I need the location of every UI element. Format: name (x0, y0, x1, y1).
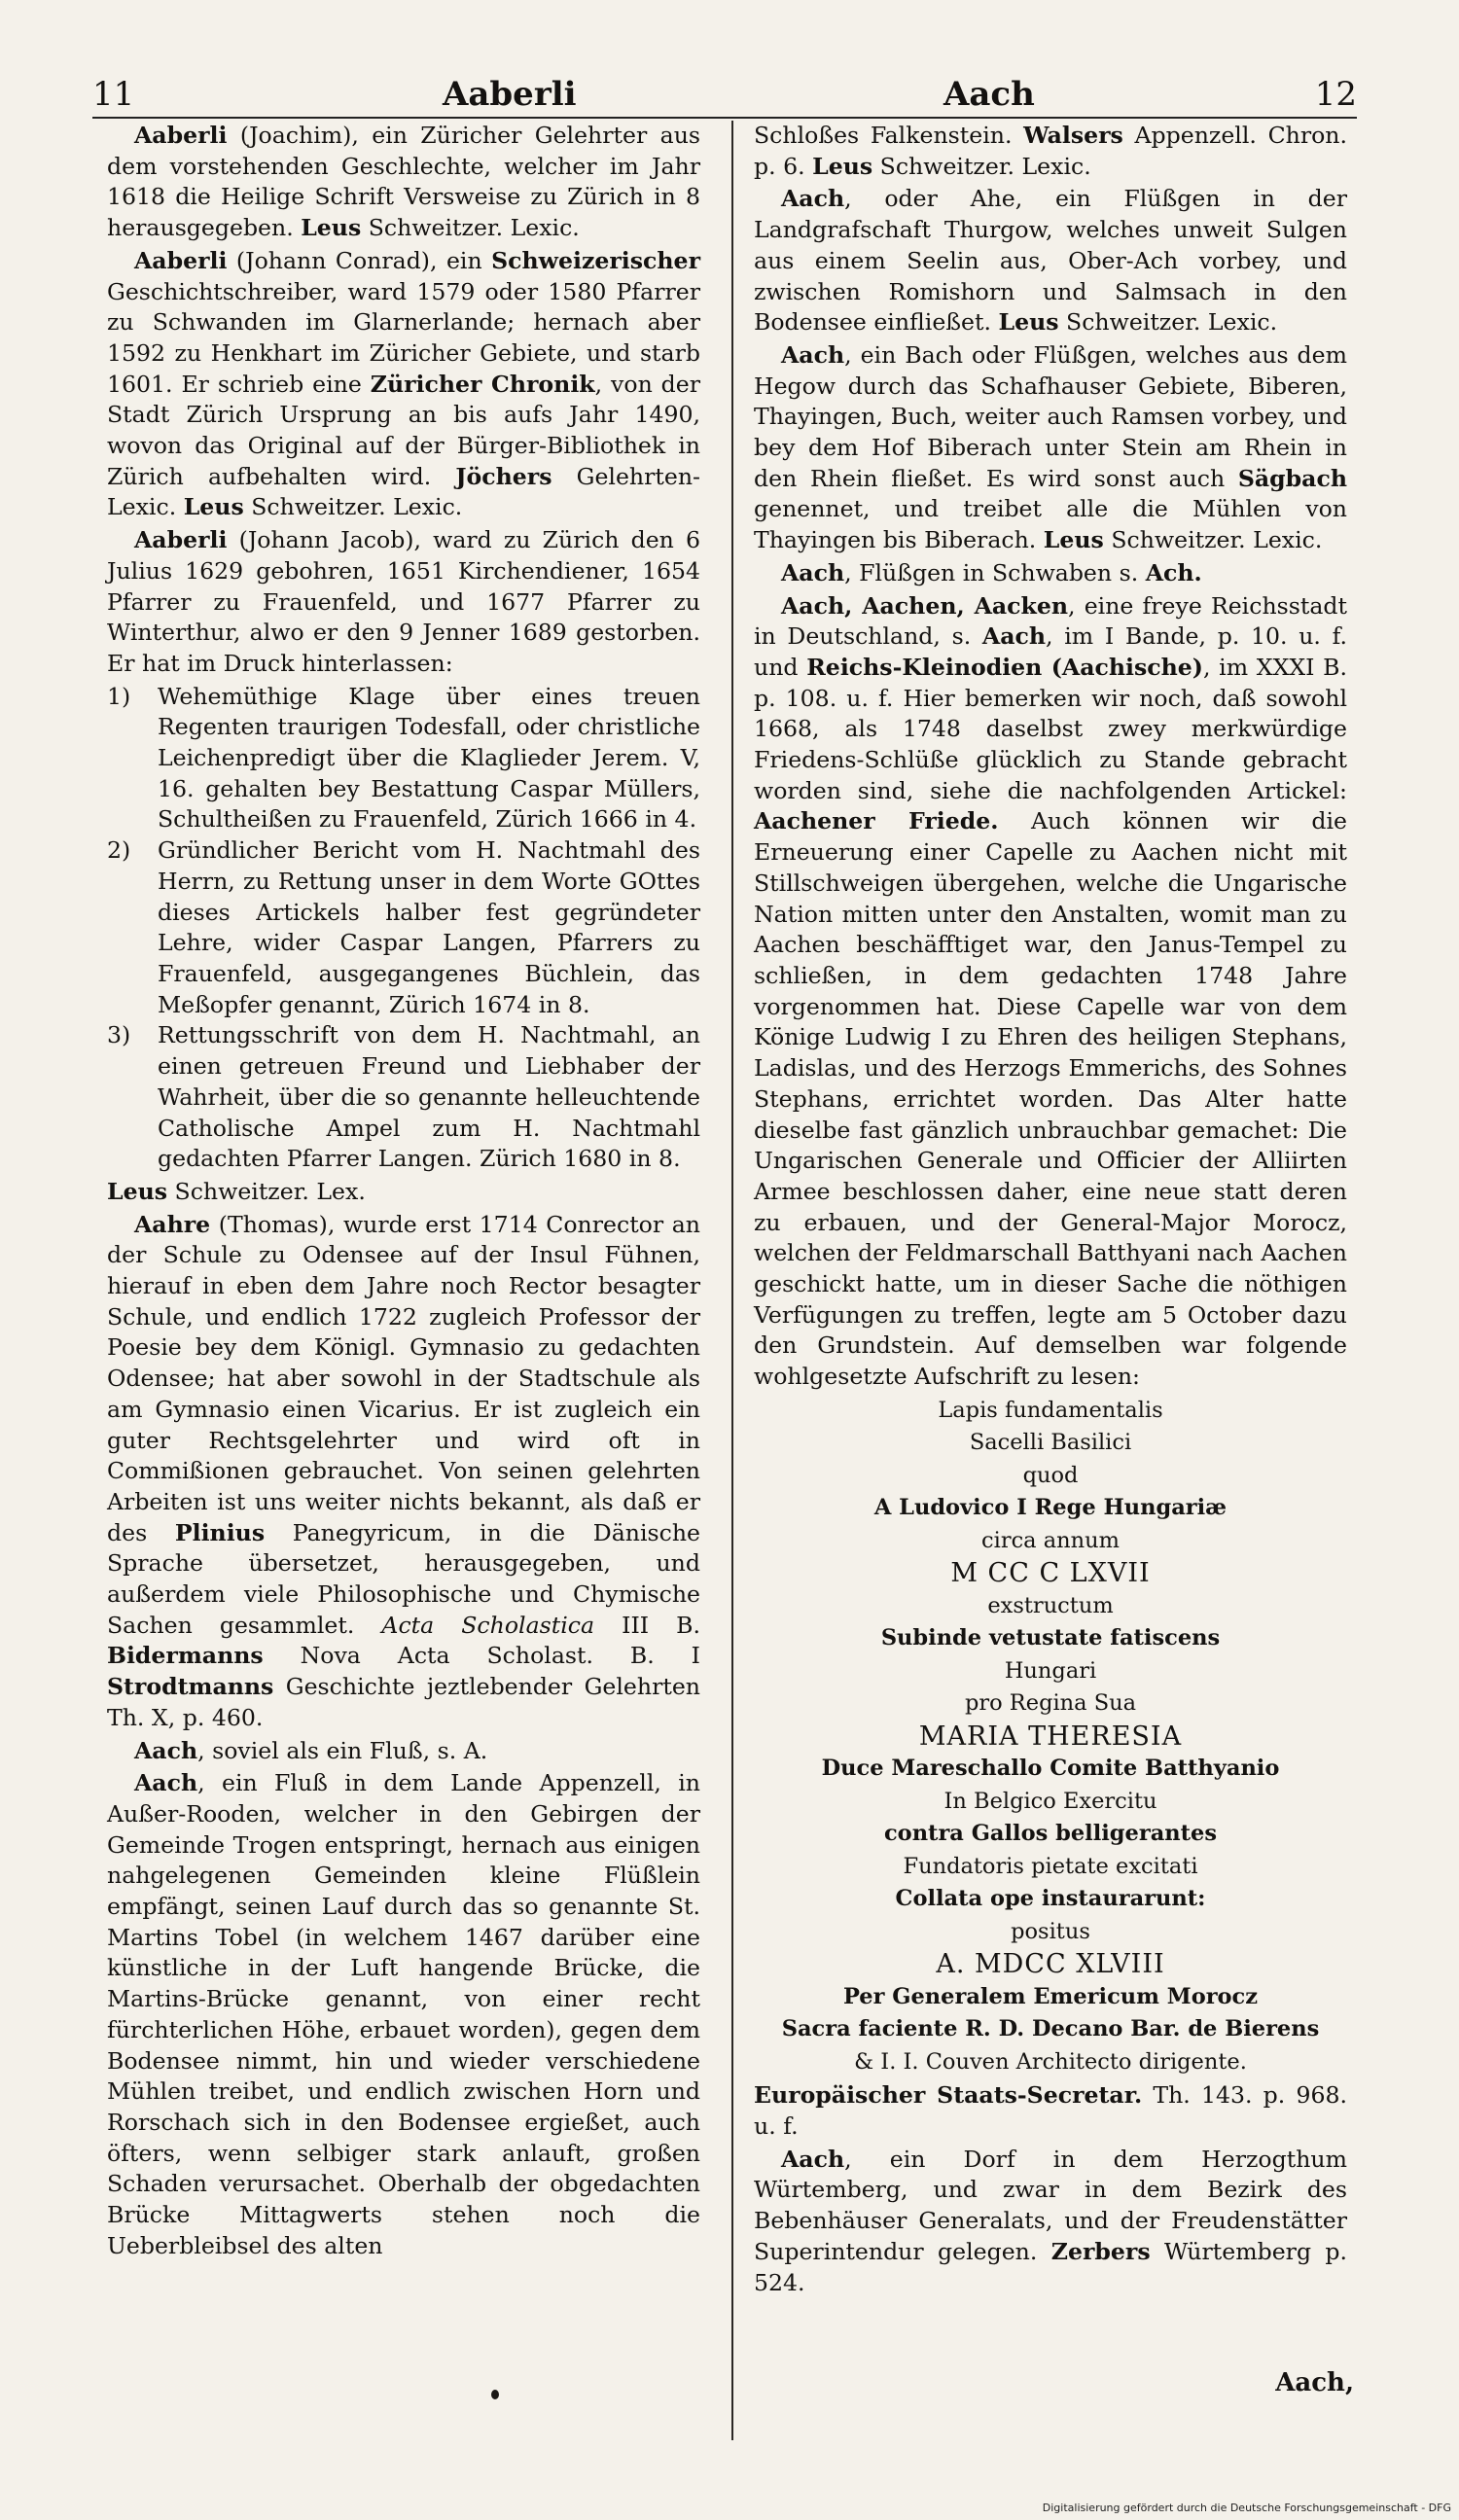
cross-reference: Aach (981, 622, 1047, 651)
entry-aahre (107, 1210, 700, 1734)
inscription-line: M CC C LXVII (950, 1558, 1151, 1589)
emphasis: Plinius (174, 1518, 266, 1546)
entry-text: , ein Dorf in dem Herzogthum Würtemberg, und zwar in dem Bezirk des Bebenhäuser Generalats, und der Freudenstätter Superintendur gelegen. (754, 2145, 1347, 2265)
entry-text: (Joachim), ein Züricher Gelehrter aus dem vorstehenden Geschlechte, welcher im Jahr 1618 die Heilige Schrift Versweise zu Zürich in 8 herausgegeben. (107, 122, 701, 242)
entry-text: Geschichtschreiber, ward 1579 oder 1580 Pfarrer zu Schwanden im Glarnerlande; hernach aber 1592 zu Henkhart im Züricher Gebiete, und starb 1601. Er schrieb eine (107, 277, 700, 398)
inscription-line: pro Regina Sua (964, 1690, 1137, 1717)
source-ref: Europäischer Staats-Secretar. (754, 2081, 1143, 2110)
lemma: Aach (134, 1769, 198, 1797)
entry-text: Appenzell. Chron. p. 6. (754, 122, 1347, 180)
source-text: Schweitzer. Lexic. (879, 152, 1091, 180)
page-header (92, 70, 1357, 119)
entry-text: (Johann Jacob), ward zu Zürich den 6 Julius 1629 gebohren, 1651 Kirchendiener, 1654 Pfarrer zu Frauenfeld, und 1677 Pfarrer zu Winterthur, alwo er den 9 Jenner 1689 gestorben. Er hat im Druck hinterlassen: (107, 526, 701, 677)
lemma: Aach (781, 2145, 845, 2173)
source-ref: Zerbers (1050, 2237, 1151, 2265)
source-text: Schweitzer. Lex. (174, 1177, 366, 1205)
list-item (107, 1020, 700, 1175)
digitization-credit: Digitalisierung gefördert durch die Deutsche Forschungsgemeinschaft - DFG (1042, 2502, 1451, 2514)
inscription-line: MARIA THERESIA (918, 1721, 1183, 1752)
entry-aach-appenzell (107, 1768, 700, 2261)
emphasis: Züricher Chronik (370, 370, 595, 398)
lemma: Aach (781, 185, 845, 213)
left-running-head: Aaberli (443, 75, 577, 114)
entry-text: , Flüßgen in Schwaben s. (844, 558, 1139, 586)
source-ref: Leus (1043, 526, 1104, 554)
lemma: Aach (134, 1736, 198, 1764)
lemma: Aaberli (134, 526, 228, 554)
inscription-line: In Belgico Exercitu (943, 1788, 1157, 1814)
entry-text: Auch können wir die Erneuerung einer Capelle zu Aachen nicht mit Stillschweigen übergehen, welche die Ungarische Nation mitten unter den Anstalten, womit man zu Aachen beschäfftiget war, den Janus-Tempel zu schließen, in dem gedachten 1748 Jahre vorgenommen hat. Diese Capelle war von dem Könige Ludwig I zu Ehren des heiligen Stephans, Ladislas, und des Herzogs Emmerichs, des Sohnes Stephans, errichtet worden. Das Alter hatte dieselbe fast gänzlich unbrauchbar gemachet: Die Ungarischen Generale und Officier der Alliirten Armee beschlossen daher, eine neue statt deren zu erbauen, und der General-Major Morocz, welchen der Feldmarschall Batthyani nach Aachen geschickt hatte, um in dieser Sache die nöthigen Verfügungen zu treffen, legte am 5 October dazu den Grundstein. Auf demselben war folgende wohlgesetzte Aufschrift zu lesen: (754, 807, 1347, 1391)
list-item (107, 682, 700, 836)
entry-text: , oder Ahe, ein Flüßgen in der Landgrafschaft Thurgow, welches unweit Sulgen aus einem Seelin aus, Ober-Ach vorbey, und zwischen Romishorn und Salmsach in den Bodensee einfließet. (754, 185, 1347, 337)
inscription-line: exstructum (987, 1592, 1114, 1618)
entry-text: , im I Bande, p. 10. u. f. und (754, 622, 1347, 681)
inscription-line: Hungari (1004, 1657, 1097, 1684)
entry-aach-thurgow (754, 184, 1347, 338)
source-ref: Leus (812, 152, 873, 180)
entry-aaberli-conrad (107, 246, 700, 523)
inscription-line: Duce Mareschallo Comite Batthyanio (821, 1756, 1280, 1782)
left-page-number: 11 (92, 75, 135, 114)
source-ref: Bidermanns (107, 1642, 264, 1670)
inscription-line: Sacra faciente R. D. Decano Bar. de Bierens (781, 2016, 1320, 2042)
source-text: Schweitzer. Lexic. (368, 214, 580, 242)
entry-aachen (754, 591, 1347, 1393)
inscription-line: & I. I. Couven Architecto dirigente. (854, 2048, 1247, 2075)
entry-continuation (754, 121, 1347, 182)
works-list (107, 682, 700, 1175)
inscription-line: quod (1022, 1462, 1079, 1488)
entry-aach-fluss (107, 1736, 700, 1767)
item-text: Wehemüthige Klage über eines treuen Regenten traurigen Todesfall, oder christliche Leichenpredigt über die Klaglieder Jerem. V, 16. gehalten bey Bestattung Caspar Müllers, Schultheißen zu Frauenfeld, Zürich 1666 in 4. (158, 682, 700, 834)
source-ref: Jöchers (455, 462, 552, 490)
inscription-line: positus (1011, 1918, 1090, 1944)
entry-text: , im XXXI B. p. 108. u. f. Hier bemerken wir noch, daß sowohl 1668, als 1748 daselbst zwey merkwürdige Friedens-Schlüße glücklich zu Stande gebracht worden sind, siehe die nachfolgenden Artickel: (754, 653, 1348, 804)
entry-aach-hegow (754, 340, 1347, 556)
source-text: Gelehrten-Lexic. (107, 462, 701, 521)
emphasis-italic: Acta Scholastica (381, 1611, 595, 1639)
entry-text: Th. 143. p. 968. u. f. (754, 2081, 1347, 2141)
inscription-line: Collata ope instaurarunt: (895, 1886, 1206, 1912)
entry-text: , ein Fluß in dem Lande Appenzell, in Außer-Rooden, welcher in den Gebirgen der Gemeinde Trogen entspringt, hernach aus einigen nahgelegenen Gemeinden kleine Flüßlein empfängt, seinen Lauf durch das so genannte St. Martins Tobel (in welchem 1467 darüber eine künstliche in der Luft hangende Brücke, die Martins-Brücke genannt, von einer recht fürchterlichen Höhe, erbauet worden), gegen dem Bodensee nimmt, hin und wieder verschiedene Mühlen treibet, und endlich zwischen Horn und Rorschach sich in den Bodensee ergießet, auch öfters, wenn selbiger stark anlauft, großen Schaden verursachet. Oberhalb der obgedachten Brücke Mittagwerts stehen noch die Ueberbleibsel des alten (107, 1769, 700, 2259)
entry-aach-schwaben (754, 558, 1347, 589)
entry-text: Nova Acta Scholast. B. I (300, 1642, 701, 1670)
item-number: 2) (107, 836, 131, 865)
source-text: Schweitzer. Lexic. (1111, 526, 1323, 554)
entry-text: Schloßes Falkenstein. (754, 122, 1013, 149)
catchword: Aach, (1275, 2368, 1354, 2397)
entry-aaberli-joachim (107, 121, 700, 244)
printer-mark (491, 2390, 499, 2399)
source-text: Schweitzer. Lexic. (1066, 308, 1278, 337)
cross-reference: Aachener Friede. (754, 807, 999, 835)
source-ref: Strodtmanns (107, 1673, 274, 1701)
inscription-line: Sacelli Basilici (969, 1430, 1132, 1456)
inscription-line: A. MDCC XLVIII (936, 1949, 1165, 1980)
right-column (754, 121, 1347, 2300)
source-ref: Leus (107, 1177, 168, 1205)
entry-text: Geschichte jeztlebender Gelehrten Th. X, p. 460. (107, 1673, 701, 1731)
left-column (107, 121, 700, 2264)
entry-text: Würtemberg p. 524. (754, 2237, 1348, 2296)
emphasis: Schweizerischer (491, 246, 700, 274)
cross-reference: Reichs-Kleinodien (Aachische) (806, 653, 1203, 681)
header-rule (92, 117, 1357, 119)
entry-text: , soviel als ein Fluß, s. A. (197, 1736, 488, 1764)
entry-text: , von der Stadt Zürich Ursprung an bis aufs Jahr 1490, wovon das Original auf der Bürger-Bibliothek in Zürich aufbehalten wird. (107, 370, 701, 490)
cross-reference: Ach. (1145, 558, 1202, 586)
item-number: 3) (107, 1021, 131, 1049)
inscription-line: Lapis fundamentalis (938, 1397, 1163, 1423)
entry-aach-dorf (754, 2145, 1347, 2299)
emphasis: Sägbach (1237, 464, 1347, 492)
entry-text: , ein Bach oder Flüßgen, welches aus dem Hegow durch das Schafhauser Gebiete, Biberen, Thayingen, Buch, weiter auch Ramsen vorbey, und bey dem Hof Biberach unter Stein am Rhein in den Rhein fließet. Es wird sonst auch (754, 340, 1347, 492)
column-divider (731, 121, 733, 2440)
lemma: Aach (781, 340, 845, 369)
entry-aaberli-jacob (107, 525, 700, 680)
inscription-line: Per Generalem Emericum Morocz (842, 1983, 1259, 2009)
inscription-line: contra Gallos belligerantes (883, 1821, 1218, 1847)
lemma: Aaberli (134, 122, 228, 149)
source-line (107, 1177, 700, 1208)
inscription-block (754, 1395, 1347, 2079)
lemma: Aach (781, 558, 845, 586)
entry-text: (Johann Conrad), ein (235, 246, 482, 274)
inscription-line: Fundatoris pietate excitati (903, 1853, 1198, 1879)
entry-text: Panegyricum, in die Dänische Sprache übersetzet, herausgegeben, und außerdem viele Philosophische und Chymische Sachen gesammlet. (107, 1518, 700, 1639)
source-ref: Leus (301, 214, 362, 242)
item-number: 1) (107, 682, 131, 710)
item-text: Gründlicher Bericht vom H. Nachtmahl des Herrn, zu Rettung unser in dem Worte GOttes dieses Artickels halber fest gegründeter Lehre, wider Caspar Langen, Pfarrers zu Frauenfeld, ausgegangenes Büchlein, das Meßopfer genannt, Zürich 1674 in 8. (158, 836, 700, 1018)
source-ref: Leus (998, 308, 1059, 337)
right-page-number: 12 (1314, 75, 1357, 114)
inscription-line: A Ludovico I Rege Hungariæ (873, 1495, 1228, 1521)
source-text: Schweitzer. Lexic. (251, 493, 463, 521)
lemma: Aaberli (134, 246, 228, 274)
inscription-line: Subinde vetustate fatiscens (880, 1625, 1221, 1651)
inscription-line: circa annum (981, 1527, 1120, 1553)
entry-text: genennet, und treibet alle die Mühlen von Thayingen bis Biberach. (754, 495, 1347, 554)
list-item (107, 835, 700, 1020)
source-line (754, 2080, 1347, 2142)
source-ref: Leus (183, 493, 244, 521)
lemma: Aahre (134, 1210, 211, 1238)
right-running-head: Aach (943, 75, 1035, 114)
source-ref: Walsers (1023, 122, 1123, 149)
lemma: Aach, Aachen, Aacken (781, 591, 1069, 620)
entry-text: III B. (622, 1611, 700, 1639)
entry-text: (Thomas), wurde erst 1714 Conrector an der Schule zu Odensee auf der Insul Fühnen, hierauf in eben dem Jahre noch Rector besagter Schule, und endlich 1722 zugleich Professor der Poesie bey dem Königl. Gymnasio zu gedachten Odensee; hat aber sowohl in der Stadtschule als am Gymnasio einen Vicarius. Er ist zugleich ein guter Rechtsgelehrter und wird oft in Commißionen gebrauchet. Von seinen gelehrten Arbeiten ist uns weiter nichts bekannt, als daß er des (107, 1210, 700, 1546)
item-text: Rettungsschrift von dem H. Nachtmahl, an einen getreuen Freund und Liebhaber der Wahrheit, über die so genannte helleuchtende Catholische Ampel zum H. Nachtmahl gedachten Pfarrer Langen. Zürich 1680 in 8. (158, 1021, 700, 1173)
entry-text: , eine freye Reichsstadt in Deutschland, s. (754, 591, 1347, 651)
